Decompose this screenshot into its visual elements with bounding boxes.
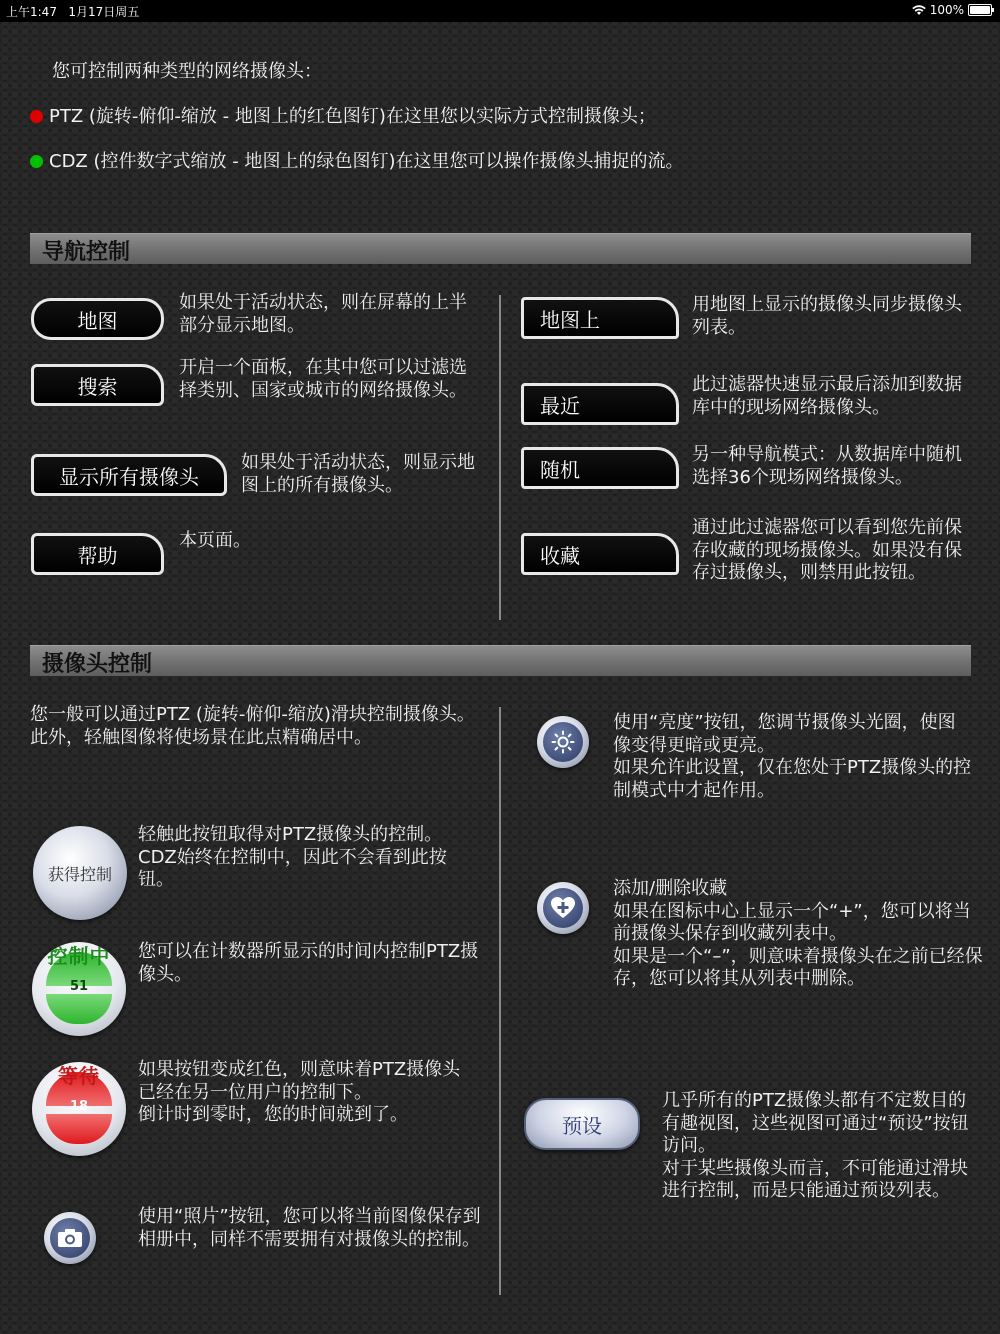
- intro-cdz: [30, 151, 683, 173]
- show-all-cameras-label: 显示所有摄像头: [59, 464, 199, 489]
- intro-cdz-text: CDZ (控件数字式缩放 - 地图上的绿色图钉)在这里您可以操作摄像头捕捉的流。: [49, 151, 684, 172]
- random-description: 另一种导航模式：从数据库中随机选择36个现场网络摄像头。: [692, 444, 962, 488]
- search-button-label: 搜索: [77, 374, 118, 399]
- recent-description: 此过滤器快速显示最后添加到数据库中的现场网络摄像头。: [692, 374, 962, 418]
- camera-intro: 您一般可以通过PTZ (旋转-俯仰-缩放)滑块控制摄像头。 此外，轻触图像将使场景在此点精确居中。: [30, 704, 475, 748]
- wifi-icon: [912, 5, 926, 16]
- on-map-button-label: 地图上: [540, 307, 600, 332]
- search-button[interactable]: [31, 364, 164, 406]
- waiting-bottom-fill: [46, 1114, 112, 1144]
- preset-button[interactable]: [524, 1098, 640, 1150]
- favorite-button[interactable]: [537, 882, 589, 934]
- map-button-label: 地图: [77, 308, 118, 333]
- camera-section-header: [30, 645, 971, 676]
- green-pin-dot-icon: [30, 155, 43, 168]
- get-control-button[interactable]: [33, 826, 127, 920]
- map-description: 如果处于活动状态，则在屏幕的上半部分显示地图。: [179, 292, 467, 336]
- favorites-button-label: 收藏: [540, 543, 580, 568]
- waiting-timer: [32, 1062, 126, 1156]
- waiting-arc-label: 等待: [58, 1064, 100, 1088]
- in-control-timer: [32, 942, 126, 1036]
- brightness-button[interactable]: [537, 716, 589, 768]
- recent-button-label: 最近: [540, 393, 580, 418]
- show-all-cameras-button[interactable]: [31, 454, 227, 496]
- status-time: 上午1:47: [6, 5, 57, 19]
- status-right: [912, 3, 992, 17]
- favorite-description: 添加/删除收藏 如果在图标中心上显示一个“+”，您可以将当前摄像头保存到收藏列表中。 如果是一个“–”，则意味着摄像头在之前已经保存，您可以将其从列表中删除。: [613, 878, 983, 989]
- red-pin-dot-icon: [30, 110, 43, 123]
- status-time-date: [6, 3, 139, 20]
- status-date: 1月17日周五: [68, 5, 140, 19]
- nav-section-header: [30, 233, 971, 264]
- nav-section-title: 导航控制: [42, 240, 131, 265]
- search-description: 开启一个面板，在其中您可以过滤选择类别、国家或城市的网络摄像头。: [179, 357, 467, 401]
- in-control-arc-label: 控制中: [47, 944, 111, 968]
- battery-percent: 100%: [929, 3, 964, 17]
- status-bar: [0, 0, 1000, 22]
- waiting-description: 如果按钮变成红色，则意味着PTZ摄像头已经在另一位用户的控制下。 倒计时到零时，您的时间就到了。: [138, 1059, 461, 1125]
- brightness-icon: [551, 730, 575, 754]
- intro-ptz: [30, 106, 656, 128]
- random-button[interactable]: [521, 447, 679, 489]
- show-all-cameras-description: 如果处于活动状态，则显示地图上的所有摄像头。: [241, 452, 475, 496]
- recent-button[interactable]: [521, 383, 679, 425]
- camera-divider: [499, 707, 501, 1295]
- waiting-count: 18: [69, 1099, 89, 1114]
- favorites-button[interactable]: [521, 533, 679, 575]
- intro-ptz-text: PTZ (旋转-俯仰-缩放 - 地图上的红色图钉)在这里您以实际方式控制摄像头；: [49, 106, 656, 127]
- in-control-description: 您可以在计数器所显示的时间内控制PTZ摄像头。: [138, 941, 479, 985]
- on-map-description: 用地图上显示的摄像头同步摄像头列表。: [692, 294, 962, 338]
- battery-icon: [968, 4, 992, 16]
- map-button[interactable]: [31, 298, 164, 340]
- on-map-button[interactable]: [521, 297, 679, 339]
- get-control-description: 轻触此按钮取得对PTZ摄像头的控制。CDZ始终在控制中，因此不会看到此按钮。: [138, 824, 447, 890]
- nav-divider: [499, 295, 501, 620]
- heart-plus-icon: [550, 896, 576, 920]
- help-description: 本页面。: [179, 530, 251, 551]
- preset-description: 几乎所有的PTZ摄像头都有不定数目的有趣视图，这些视图可通过“预设”按钮访问。 对于某些摄像头而言，不可能通过滑块进行控制，而是只能通过预设列表。: [662, 1090, 969, 1201]
- help-button[interactable]: [31, 533, 164, 575]
- preset-button-label: 预设: [562, 1113, 602, 1138]
- photo-description: 使用“照片”按钮，您可以将当前图像保存到相册中，同样不需要拥有对摄像头的控制。: [138, 1206, 481, 1250]
- photo-button[interactable]: [44, 1212, 96, 1264]
- in-control-count: 51: [69, 979, 89, 994]
- in-control-bottom-fill: [46, 994, 112, 1024]
- intro-title: 您可控制两种类型的网络摄像头：: [52, 61, 322, 82]
- get-control-label: 获得控制: [47, 864, 112, 884]
- camera-section-title: 摄像头控制: [42, 652, 153, 677]
- help-button-label: 帮助: [77, 543, 118, 568]
- camera-icon: [57, 1228, 83, 1248]
- brightness-description: 使用“亮度”按钮，您调节摄像头光圈，使图像变得更暗或更亮。 如果允许此设置，仅在您处于PTZ摄像头的控制模式中才起作用。: [613, 712, 972, 801]
- favorites-description: 通过此过滤器您可以看到您先前保存收藏的现场摄像头。如果没有保存过摄像头，则禁用此按钮。: [692, 517, 962, 583]
- random-button-label: 随机: [540, 457, 580, 482]
